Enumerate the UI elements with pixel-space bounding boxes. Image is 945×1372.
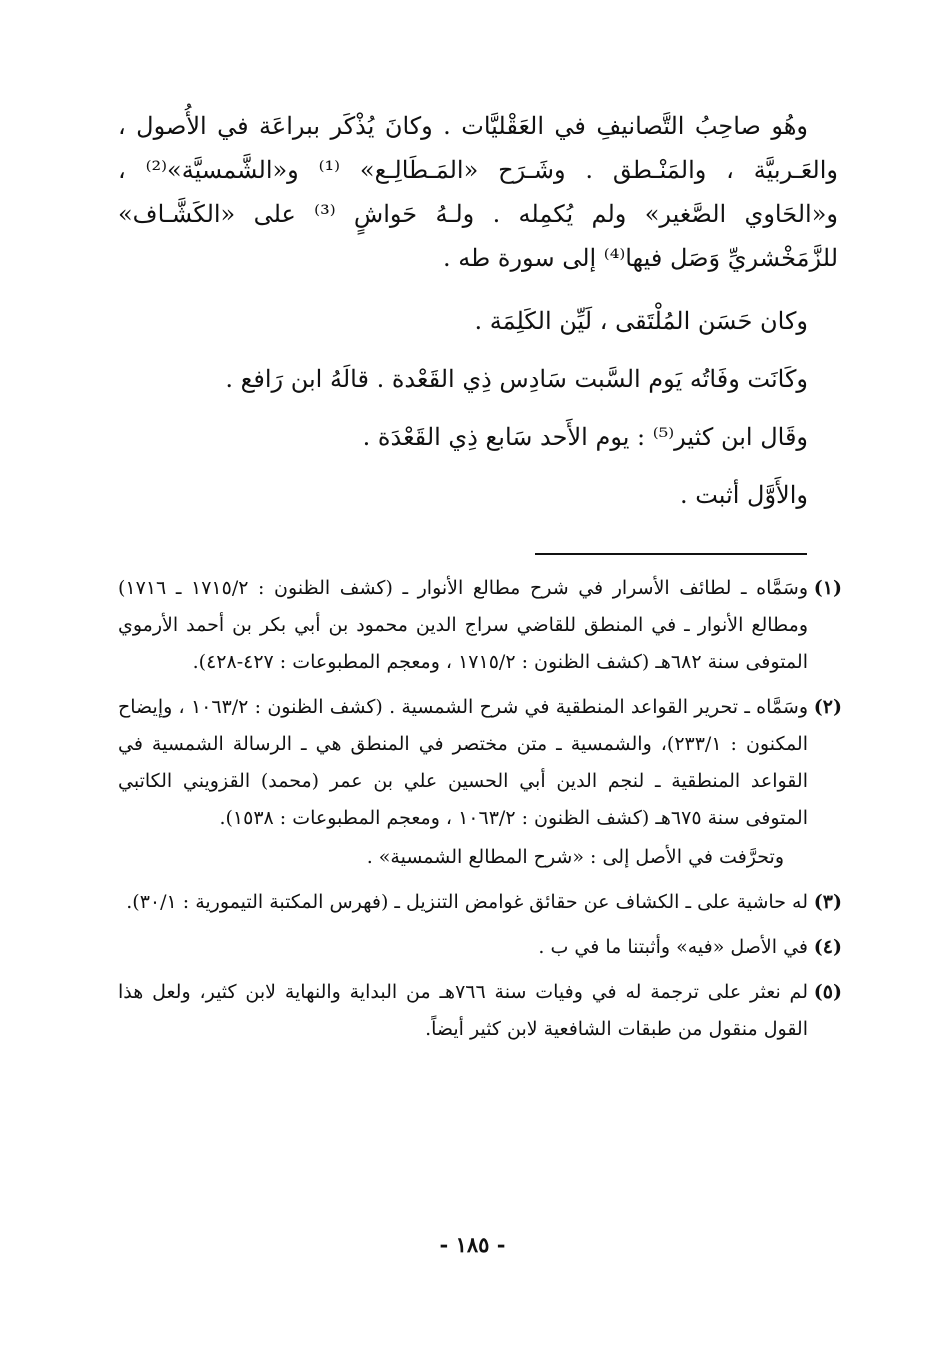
footnote-5 (118, 974, 842, 1048)
footnote-number: (٣) (813, 891, 842, 913)
footnote-1 (118, 570, 842, 681)
text-line-2: وكَانَت وفَاتُه يَوم السَّبت سَادِس ذِي القَعْدة . قالَهُ ابن رَافع . (225, 365, 808, 393)
footnote-number: (٢) (813, 696, 842, 718)
footnote-3 (118, 884, 842, 921)
footnote-number: (٥) (813, 981, 842, 1003)
footnote-text: له حاشية على ـ الكشاف عن حقائق غوامض التنزيل ـ (فهرس المكتبة التيمورية : ٣٠/١). (126, 891, 808, 913)
text-line-1: وكان حَسَن المُلْتَقى ، لَيِّن الكَلِمَة . (474, 307, 808, 335)
footnote-text: لم نعثر على ترجمة له في وفيات سنة ٧٦٦هـ من البداية والنهاية لابن كثير، ولعل هذا القول منقول من طبقات الشافعية لابن كثير أيضاً. (118, 981, 808, 1040)
footnote-number: (٤) (813, 936, 842, 958)
footnote-2-continuation: وتحرَّفت في الأصل إلى : «شرح المطالع الشمسية» . (366, 846, 784, 868)
footnotes (118, 570, 842, 1056)
text-line-4: والأَوَّل أثبت . (679, 481, 808, 509)
footnote-4 (118, 929, 842, 966)
footnote-number: (١) (813, 577, 842, 599)
page-number: - ١٨٥ - (439, 1232, 506, 1257)
footnote-text: وسَمَّاه ـ تحرير القواعد المنطقية في شرح الشمسية . (كشف الظنون : ١٠٦٣/٢ ، وإيضاح المكنون : ٢٣٣/١)، والشمسية ـ متن مختصر في المنطق هي ـ الرسالة الشمسية في القواعد المنطقية ـ لنجم الدين أبي الحسين علي بن عمر (محمد) القزويني الكاتبي المتوفى سنة ٦٧٥هـ (كشف الظنون : ١٠٦٣/٢ ، ومعجم المطبوعات : ١٥٣٨). (118, 696, 809, 829)
footnote-text: وسَمَّاه ـ لطائف الأسرار في شرح مطالع الأنوار ـ (كشف الظنون : ١٧١٥/٢ ـ ١٧١٦) ومطالع الأنوار ـ في المنطق للقاضي سراج الدين محمود بن أبي بكر بن أحمد الأرموي المتوفى سنة ٦٨٢هـ (كشف الظنون : ١٧١٥/٢ ، ومعجم المطبوعات : ٤٢٧-٤٢٨). (118, 577, 808, 673)
footnote-2 (118, 689, 842, 837)
footnote-separator (535, 553, 807, 555)
footnote-text: في الأصل «فيه» وأثبتنا ما في ب . (538, 936, 808, 958)
main-paragraph: وهُو صاحِبُ التَّصانيفِ في العَقْليَّات . وكانَ يُذْكَر ببراعَة في الأُصول ، والعَـربيَّة ، والمَنْـطق . وشَـرَح «المَـطَالِـع» ⁽¹⁾ و«الشَّمسيَّة»⁽²⁾ ، و«الحَاوي الصَّغير» ولم يُكمِله . ولـهُ حَواشٍ ⁽³⁾ على «الكَشَّـاف» للزَّمَخْشريِّ وَصَل فيها⁽⁴⁾ إلى سورة طه . (118, 112, 838, 272)
main-text (118, 104, 838, 524)
text-line-3: وقَال ابن كثير⁽⁵⁾ : يوم الأَحد سَابع ذِي القَعْدَة . (362, 423, 808, 451)
